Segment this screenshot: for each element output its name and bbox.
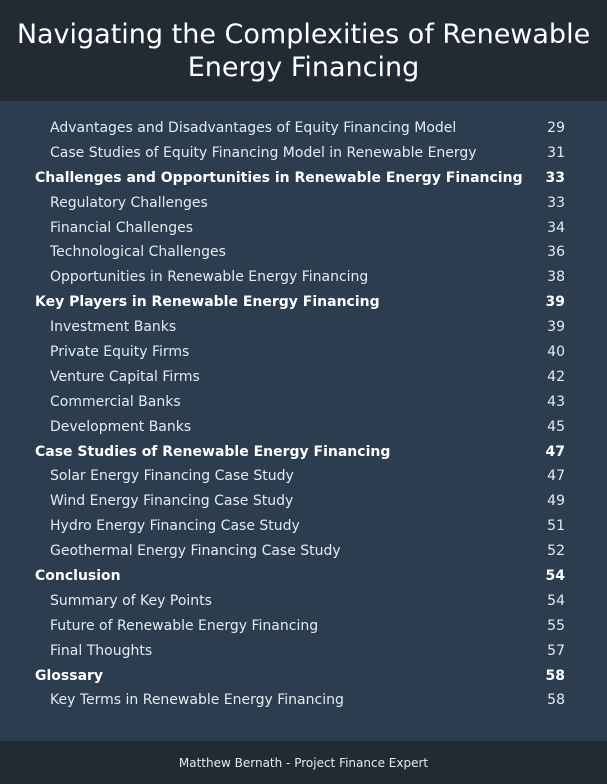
toc-entry-title: Development Banks [50, 418, 192, 435]
toc-entry-title: Challenges and Opportunities in Renewable Energy Financing [35, 169, 523, 186]
toc-entry-page: 39 [545, 294, 565, 311]
toc-entry-22[interactable] [0, 664, 607, 689]
toc-entry-9[interactable] [0, 340, 607, 365]
toc-entry-title: Key Terms in Renewable Energy Financing [50, 692, 344, 709]
toc-entry-page: 40 [547, 344, 565, 361]
toc-entry-11[interactable] [0, 390, 607, 415]
toc-entry-page: 58 [547, 692, 565, 709]
toc-entry-title: Key Players in Renewable Energy Financing [35, 294, 380, 311]
toc-entry-6[interactable] [0, 265, 607, 290]
toc-entry-3[interactable] [0, 191, 607, 216]
toc-entry-page: 36 [547, 244, 565, 261]
page-header [0, 0, 607, 101]
toc-entry-5[interactable] [0, 240, 607, 265]
toc-entry-19[interactable] [0, 589, 607, 614]
toc-entry-16[interactable] [0, 514, 607, 539]
toc-entry-page: 45 [547, 418, 565, 435]
toc-entry-page: 55 [547, 617, 565, 634]
toc-entry-page: 54 [545, 568, 565, 585]
toc-entry-1[interactable] [0, 141, 607, 166]
toc-entry-page: 57 [547, 642, 565, 659]
toc-entry-page: 52 [547, 543, 565, 560]
toc-entry-17[interactable] [0, 539, 607, 564]
toc-entry-14[interactable] [0, 464, 607, 489]
toc-entry-title: Technological Challenges [50, 244, 226, 261]
toc-entry-title: Geothermal Energy Financing Case Study [50, 543, 341, 560]
toc-entry-0[interactable] [0, 116, 607, 141]
toc-entry-18[interactable] [0, 564, 607, 589]
toc-entry-title: Future of Renewable Energy Financing [50, 617, 319, 634]
toc-entry-page: 58 [545, 667, 565, 684]
toc-entry-page: 51 [547, 518, 565, 535]
toc-entry-title: Commercial Banks [50, 393, 181, 410]
toc-entry-page: 31 [547, 144, 565, 161]
toc-entry-title: Opportunities in Renewable Energy Financing [50, 269, 369, 286]
page-footer [0, 741, 607, 784]
toc-entry-title: Hydro Energy Financing Case Study [50, 518, 300, 535]
toc-entry-title: Solar Energy Financing Case Study [50, 468, 294, 485]
toc-entry-23[interactable] [0, 688, 607, 713]
toc-entry-title: Regulatory Challenges [50, 194, 208, 211]
toc-entry-12[interactable] [0, 415, 607, 440]
toc-entry-page: 49 [547, 493, 565, 510]
toc-entry-title: Final Thoughts [50, 642, 153, 659]
toc-entry-title: Investment Banks [50, 319, 177, 336]
toc-entry-title: Advantages and Disadvantages of Equity Financing Model [50, 120, 457, 136]
toc-entry-7[interactable] [0, 290, 607, 315]
toc-entry-title: Conclusion [35, 568, 121, 585]
toc-entry-15[interactable] [0, 489, 607, 514]
toc-entry-page: 33 [547, 194, 565, 211]
toc-entry-13[interactable] [0, 440, 607, 465]
toc-entry-10[interactable] [0, 365, 607, 390]
toc-entry-title: Venture Capital Firms [50, 368, 200, 385]
toc-entry-page: 38 [547, 269, 565, 286]
toc-entry-2[interactable] [0, 166, 607, 191]
toc-entry-page: 39 [547, 319, 565, 336]
toc-entry-20[interactable] [0, 614, 607, 639]
toc-entry-21[interactable] [0, 639, 607, 664]
table-of-contents [0, 116, 607, 713]
toc-entry-title: Glossary [35, 667, 104, 684]
toc-entry-page: 42 [547, 368, 565, 385]
footer-author: Matthew Bernath - Project Finance Expert [178, 755, 429, 770]
toc-entry-4[interactable] [0, 216, 607, 241]
toc-entry-title: Wind Energy Financing Case Study [50, 493, 294, 510]
toc-entry-8[interactable] [0, 315, 607, 340]
toc-entry-page: 54 [547, 592, 565, 609]
toc-entry-page: 47 [545, 443, 565, 460]
toc-entry-page: 47 [547, 468, 565, 485]
toc-entry-title: Private Equity Firms [50, 344, 190, 361]
toc-entry-page: 34 [547, 219, 565, 236]
toc-entry-page: 33 [545, 169, 565, 186]
toc-entry-page: 29 [547, 120, 565, 136]
toc-entry-title: Financial Challenges [50, 219, 194, 236]
toc-entry-title: Case Studies of Renewable Energy Financing [35, 443, 391, 460]
toc-entry-title: Case Studies of Equity Financing Model in Renewable Energy [50, 144, 477, 161]
toc-entry-page: 43 [547, 393, 565, 410]
toc-entry-title: Summary of Key Points [50, 592, 212, 609]
page-title: Navigating the Complexities of Renewable Energy Financing [16, 18, 591, 83]
